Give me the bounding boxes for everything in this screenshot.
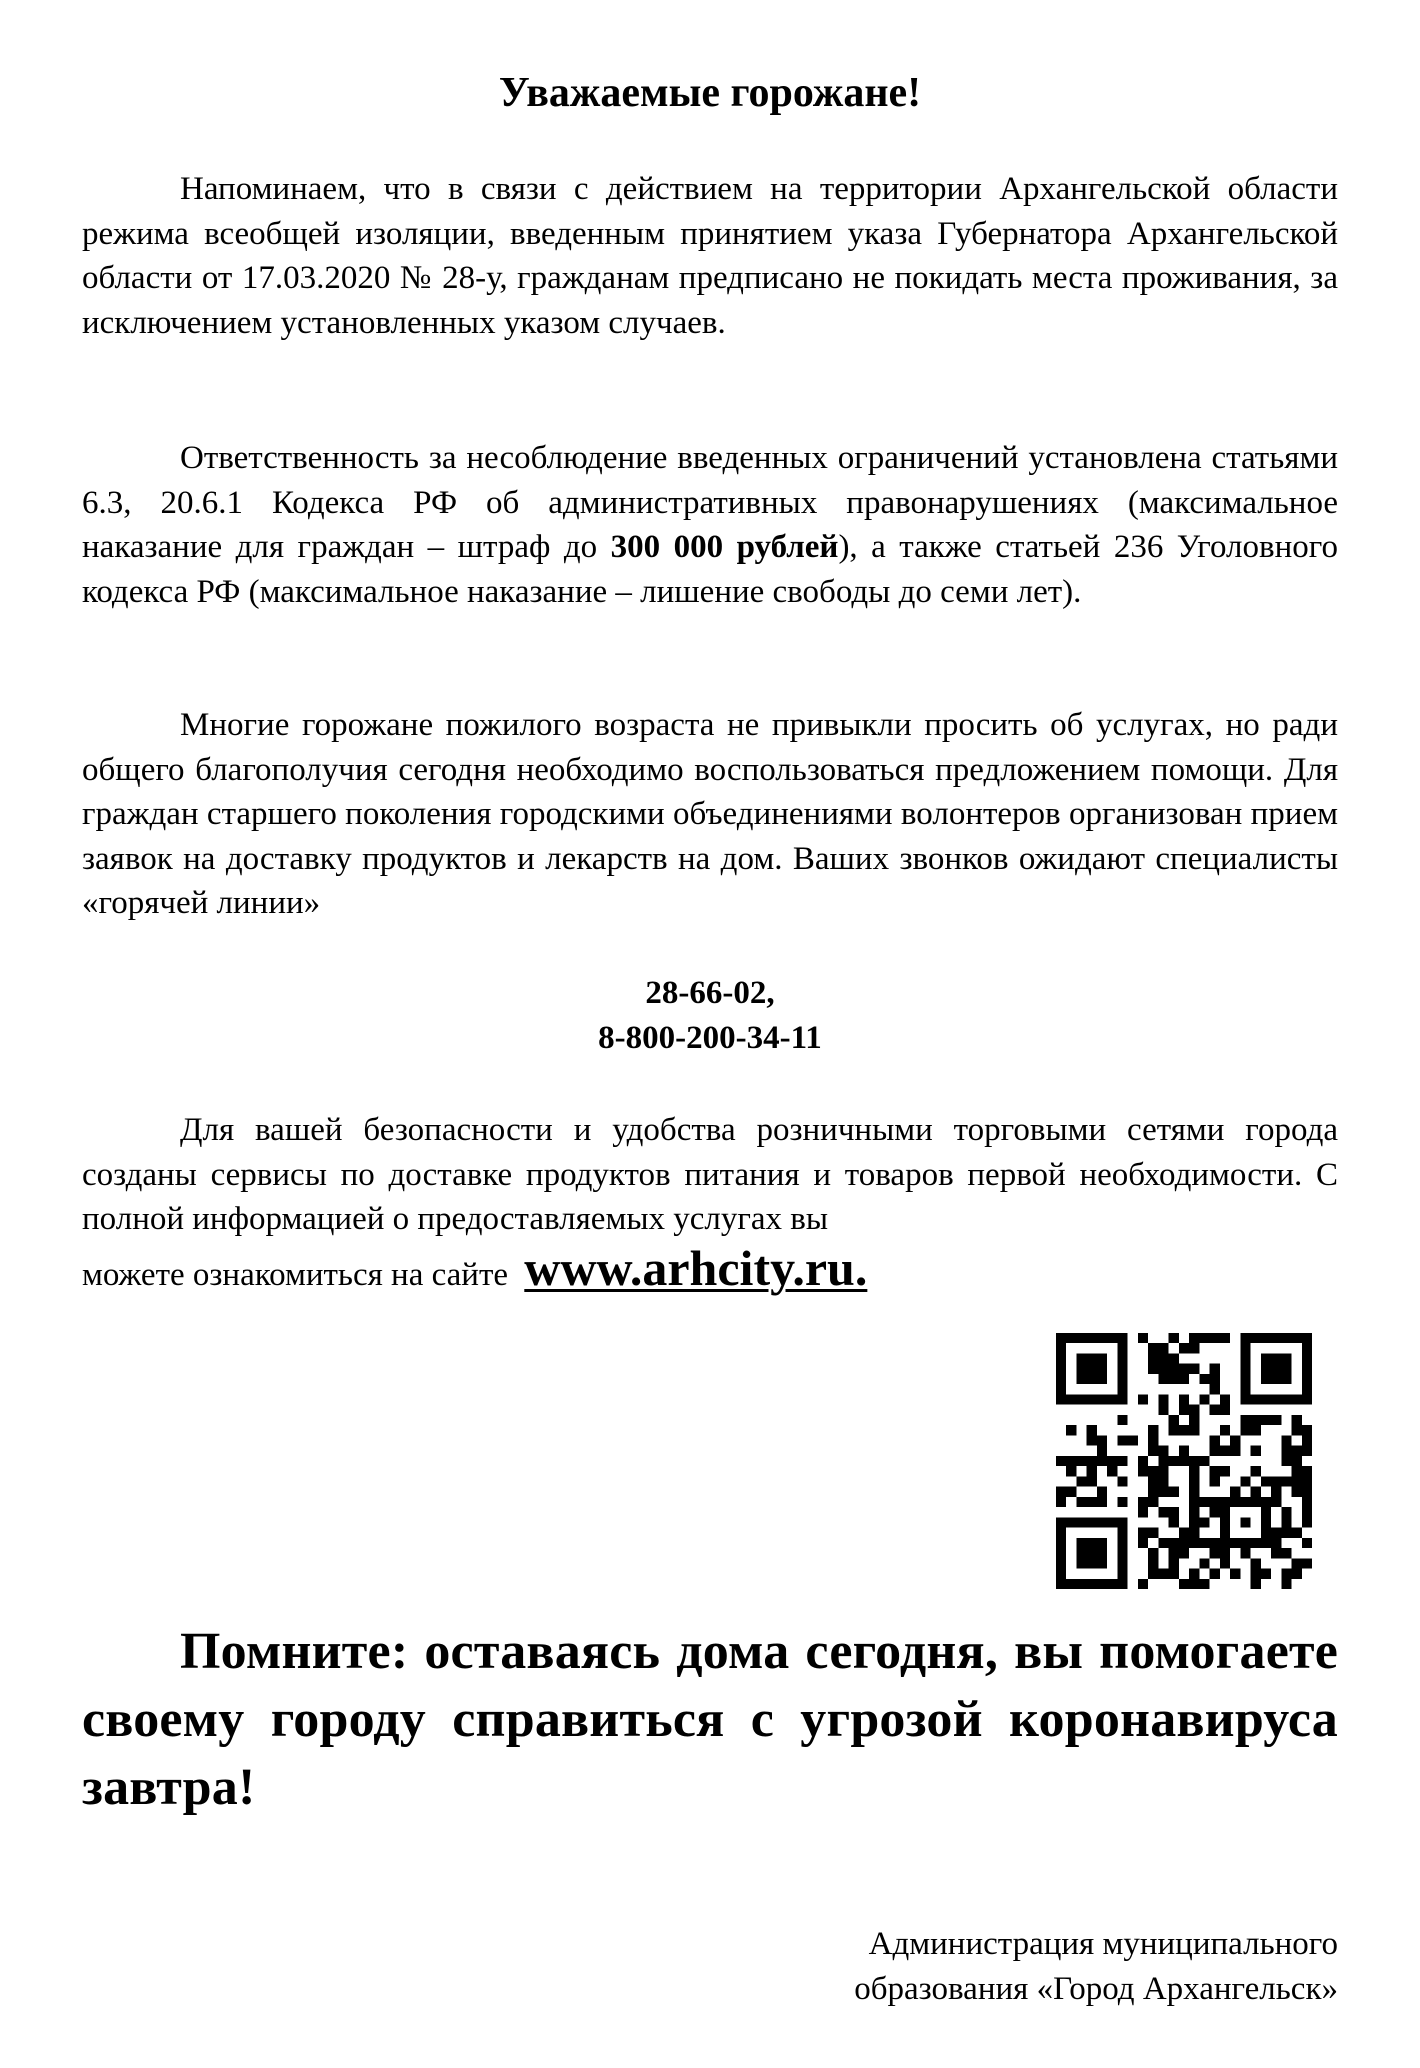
site-prefix: можете ознакомиться на сайте [82,1257,509,1293]
notice-page [82,0,1338,2068]
hotline-phones [82,971,1338,1060]
paragraph-isolation: Напоминаем, что в связи с действием на территории Архангельской области режима всеобщей изоляции, введенным принятием указа Губернатора Архангельской области от 17.03.2020 № 28-у, гражданам предписано не покидать места проживания, за исключением установленных указом случаев. [82,171,1338,341]
paragraph-delivery: Для вашей безопасности и удобства розничными торговыми сетями города созданы сервисы по доставке продуктов питания и товаров первой необходимости. С полной информацией о предоставляемых услугах вы [82,1112,1338,1238]
qr-code-graphic [1056,1333,1312,1589]
signature-line-2: образования «Город Архангельск» [854,1971,1338,2007]
slogan: Помните: оставаясь дома сегодня, вы помогаете своему городу справиться с угрозой коронавируса завтра! [82,1623,1338,1816]
signature-line-1: Администрация муниципального [868,1926,1338,1962]
responsibility-text-start: Ответственность за несоблюдение введенных ограничений установлена статьями 6.3, 20.6.1 Кодекса РФ об административных правонарушениях (максимальное наказание для граждан – штраф до [82,440,1338,566]
hotline-phone-local[interactable]: 28-66-02, [645,975,775,1011]
site-line [82,1238,1338,1305]
page-title: Уважаемые горожане! [498,70,922,116]
paragraph-responsibility [82,436,1338,614]
responsibility-text-end: ), а также статьей 236 Уголовного кодекса РФ (максимальное наказание – лишение свободы до семи лет). [82,529,1338,610]
paragraph-volunteers: Многие горожане пожилого возраста не привыкли просить об услугах, но ради общего благополучия сегодня необходимо воспользоваться предложением помощи. Для граждан старшего поколения городскими объединениями волонтеров организован прием заявок на доставку продуктов и лекарств на дом. Ваших звонков ожидают специалисты «горячей линии» [82,707,1338,922]
signature [638,1922,1338,2012]
fine-amount: 300 000 рублей [610,529,839,566]
site-link[interactable]: www.arhcity.ru. [524,1240,868,1296]
hotline-phone-federal[interactable]: 8-800-200-34-11 [598,1019,822,1056]
qr-code-icon [1056,1333,1312,1589]
